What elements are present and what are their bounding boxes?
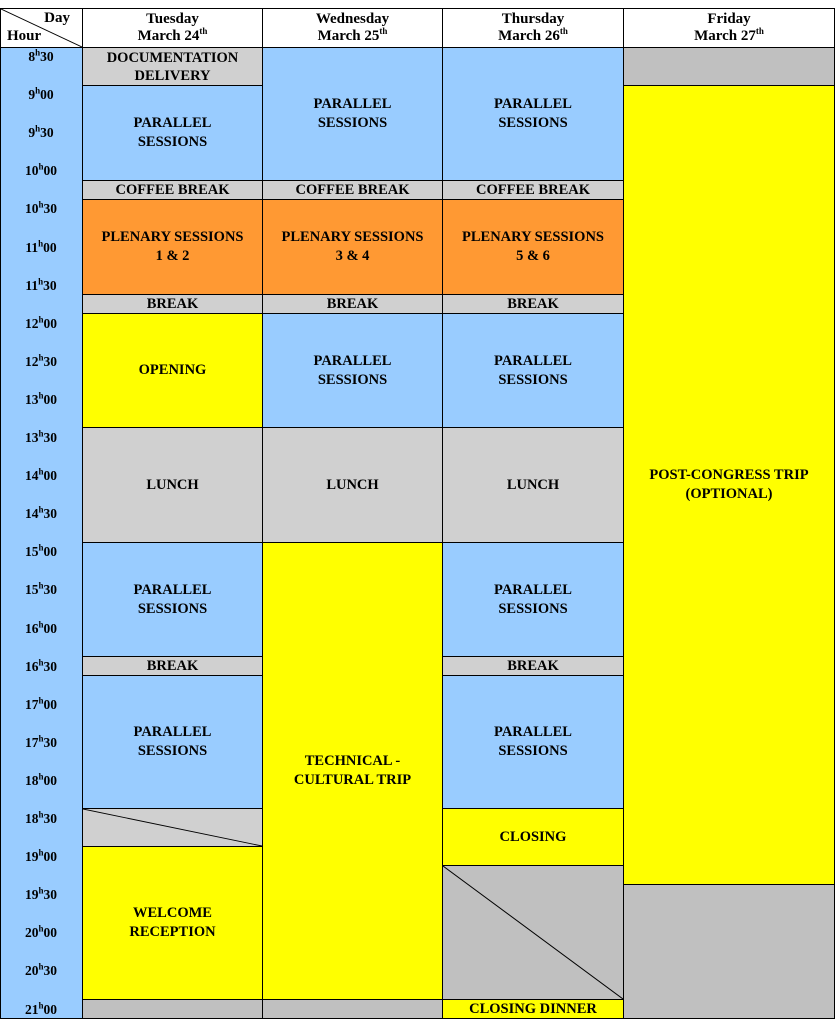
event-technical-cultural-trip: TECHNICAL - CULTURAL TRIP — [262, 542, 443, 1000]
event-plenary-sessions: PLENARY SESSIONS 5 & 6 — [442, 199, 624, 295]
hour-label: 16$^h$00 — [24, 619, 57, 636]
hour-label: 11$^h$00 — [25, 238, 57, 255]
hour-label: 10$^h$00 — [24, 161, 57, 179]
event-post-congress-trip: POST-CONGRESS TRIP (OPTIONAL) — [623, 85, 835, 885]
event-closing: CLOSING — [442, 808, 624, 866]
day-date: March 25th — [317, 26, 388, 44]
day-header-wednesday — [262, 8, 443, 48]
event-parallel-sessions: PARALLEL SESSIONS — [82, 85, 263, 181]
hour-label: 15$^h$30 — [24, 580, 57, 598]
hour-label: 21$^h$00 — [24, 1000, 57, 1017]
event-parallel-sessions: PARALLEL SESSIONS — [82, 675, 263, 809]
corner-hour-label: Hour — [7, 28, 42, 44]
hour-label: 19$^h$00 — [24, 847, 57, 865]
event-break: BREAK — [262, 294, 443, 314]
event-parallel-sessions: PARALLEL SESSIONS — [262, 47, 443, 181]
empty-slot — [262, 999, 443, 1019]
empty-slot — [623, 884, 835, 1019]
day-name: Tuesday — [146, 11, 199, 27]
day-name: Friday — [707, 11, 751, 27]
hour-label: 9$^h$30 — [28, 123, 54, 141]
hour-label: 13$^h$30 — [24, 428, 57, 445]
hour-label: 10$^h$30 — [24, 199, 57, 217]
event-opening: OPENING — [82, 313, 263, 428]
empty-slot-diagonal — [443, 866, 623, 999]
event-documentation-delivery: DOCUMENTATION DELIVERY — [82, 47, 263, 86]
hour-label: 14$^h$00 — [24, 466, 57, 484]
event-lunch: LUNCH — [262, 427, 443, 543]
hour-label: 11$^h$30 — [25, 276, 57, 293]
event-break: BREAK — [82, 294, 263, 314]
day-header-friday — [623, 8, 835, 48]
empty-slot-diagonal — [83, 809, 262, 846]
hour-label: 16$^h$30 — [24, 657, 57, 674]
day-date: March 27th — [694, 26, 764, 44]
event-break: BREAK — [82, 656, 263, 676]
event-coffee-break: COFFEE BREAK — [82, 180, 263, 200]
hour-label: 18$^h$30 — [24, 809, 57, 826]
event-break: BREAK — [442, 294, 624, 314]
hour-label: 20$^h$30 — [24, 961, 57, 979]
day-header-tuesday — [82, 8, 263, 48]
hour-label: 13$^h$00 — [24, 390, 57, 407]
hour-label: 9$^h$00 — [28, 85, 54, 103]
hour-label: 12$^h$30 — [24, 352, 57, 369]
hour-label: 8$^h$30 — [28, 47, 54, 64]
day-date: March 24th — [137, 26, 208, 44]
hour-label: 15$^h$00 — [24, 542, 57, 560]
event-parallel-sessions: PARALLEL SESSIONS — [262, 313, 443, 428]
hour-label: 12$^h$00 — [24, 314, 57, 331]
hour-label: 19$^h$30 — [24, 885, 57, 903]
hour-label: 20$^h$00 — [24, 923, 57, 941]
hour-column — [0, 47, 83, 1019]
event-coffee-break: COFFEE BREAK — [442, 180, 624, 200]
event-lunch: LUNCH — [442, 427, 624, 543]
event-parallel-sessions: PARALLEL SESSIONS — [442, 313, 624, 428]
event-coffee-break: COFFEE BREAK — [262, 180, 443, 200]
event-lunch: LUNCH — [82, 427, 263, 543]
event-parallel-sessions: PARALLEL SESSIONS — [442, 675, 624, 809]
corner-header — [0, 8, 83, 48]
event-plenary-sessions: PLENARY SESSIONS 3 & 4 — [262, 199, 443, 295]
event-plenary-sessions: PLENARY SESSIONS 1 & 2 — [82, 199, 263, 295]
hour-label: 14$^h$30 — [24, 504, 57, 522]
corner-day-label: Day — [44, 10, 70, 26]
event-closing-dinner: CLOSING DINNER — [442, 999, 624, 1019]
empty-slot — [82, 999, 263, 1019]
day-header-thursday — [442, 8, 624, 48]
day-name: Wednesday — [315, 11, 390, 27]
hour-label: 18$^h$00 — [24, 771, 57, 788]
event-welcome-reception: WELCOME RECEPTION — [82, 846, 263, 1000]
event-parallel-sessions: PARALLEL SESSIONS — [442, 47, 624, 181]
event-parallel-sessions: PARALLEL SESSIONS — [82, 542, 263, 657]
empty-slot — [442, 865, 624, 1000]
empty-slot — [623, 47, 835, 86]
day-name: Thursday — [501, 11, 565, 27]
day-date: March 26th — [498, 26, 568, 44]
hour-label: 17$^h$00 — [24, 695, 57, 712]
hour-label: 17$^h$30 — [24, 733, 57, 750]
empty-slot — [82, 808, 263, 847]
event-break: BREAK — [442, 656, 624, 676]
event-parallel-sessions: PARALLEL SESSIONS — [442, 542, 624, 657]
